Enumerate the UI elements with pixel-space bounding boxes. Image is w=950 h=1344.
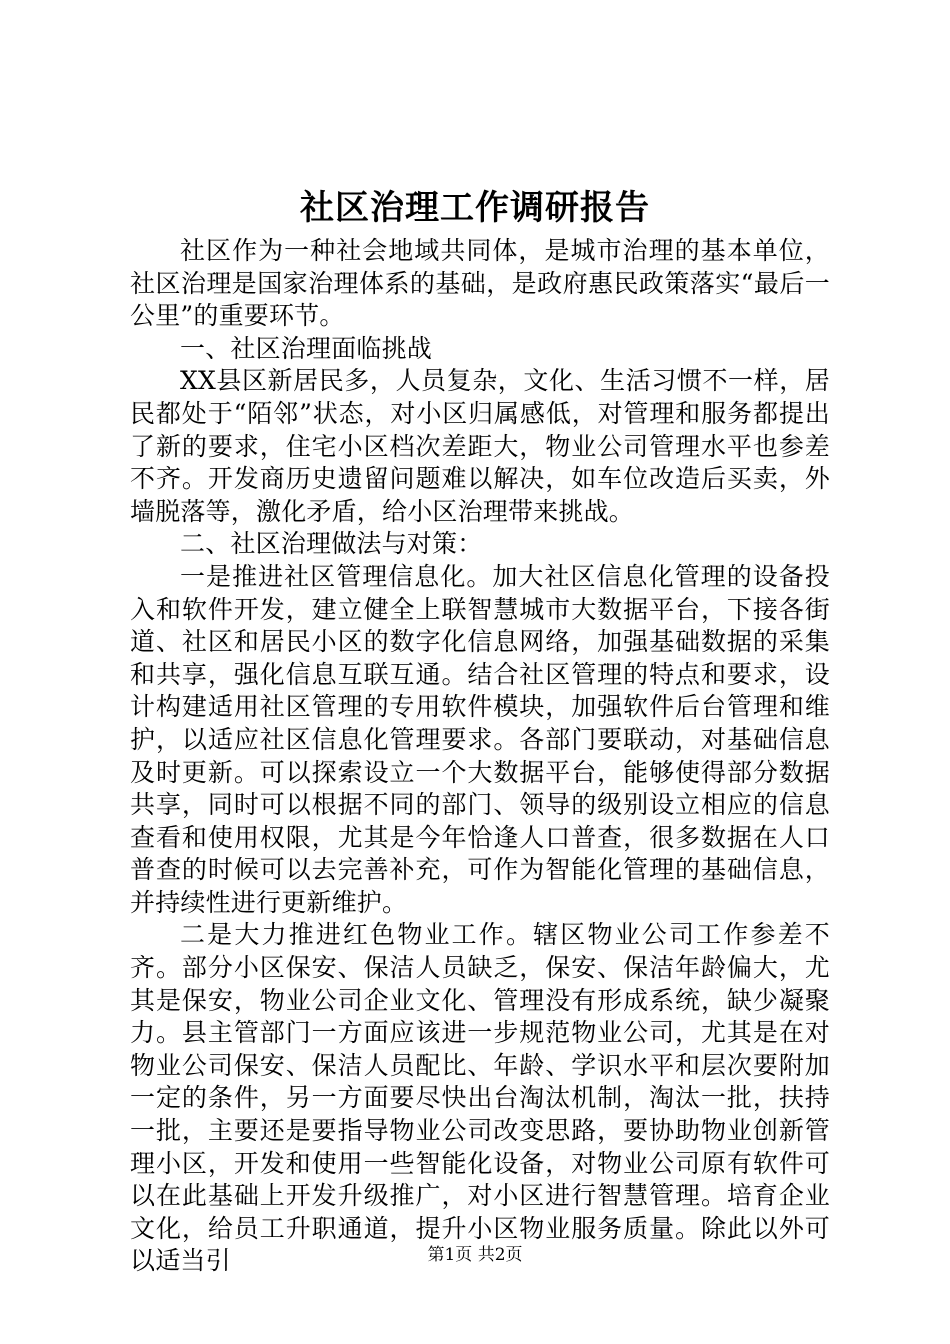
section-heading-challenges: 一、社区治理面临挑战 bbox=[180, 333, 433, 363]
challenges-paragraph: XX县区新居民多，人员复杂，文化、生活习惯不一样，居民都处于“陌邻”状态，对小区归属感低，对管理和服务都提出了新的要求，住宅小区档次差距大，物业公司管理水平也参差不齐。开发商历史遗留问题难以解决，如车位改造后买卖，外墙脱落等，激化矛盾，给小区治理带来挑战。 bbox=[130, 366, 830, 526]
document-body bbox=[130, 235, 830, 1278]
intro-paragraph: 社区作为一种社会地域共同体，是城市治理的基本单位，社区治理是国家治理体系的基础，是政府惠民政策落实“最后一公里”的重要环节。 bbox=[130, 236, 830, 331]
section-heading-measures: 二、社区治理做法与对策： bbox=[180, 529, 483, 559]
measure-red-property-paragraph: 二是大力推进红色物业工作。辖区物业公司工作参差不齐。部分小区保安、保洁人员缺乏，保安、保洁年龄偏大，尤其是保安，物业公司企业文化、管理没有形成系统，缺少凝聚力。县主管部门一方面应该进一步规范物业公司，尤其是在对物业公司保安、保洁人员配比、年龄、学识水平和层次要附加一定的条件，另一方面要尽快出台淘汰机制，淘汰一批，扶持一批，主要还是要指导物业公司改变思路，要协助物业创新管理小区，开发和使用一些智能化设备，对物业公司原有软件可以在此基础上开发升级推广，对小区进行智慧管理。培育企业文化，给员工升职通道，提升小区物业服务质量。除此以外可以适当引 bbox=[130, 920, 830, 1276]
document-title: 社区治理工作调研报告 bbox=[300, 188, 650, 228]
page-number-footer: 第1页 共2页 bbox=[427, 1245, 523, 1265]
measure-informatization-paragraph: 一是推进社区管理信息化。加大社区信息化管理的设备投入和软件开发，建立健全上联智慧城市大数据平台，下接各街道、社区和居民小区的数字化信息网络，加强基础数据的采集和共享，强化信息互联互通。结合社区管理的特点和要求，设计构建适用社区管理的专用软件模块，加强软件后台管理和维护，以适应社区信息化管理要求。各部门要联动，对基础信息及时更新。可以探索设立一个大数据平台，能够使得部分数据共享，同时可以根据不同的部门、领导的级别设立相应的信息查看和使用权限，尤其是今年恰逢人口普查，很多数据在人口普查的时候可以去完善补充，可作为智能化管理的基础信息，并持续性进行更新维护。 bbox=[130, 561, 830, 917]
